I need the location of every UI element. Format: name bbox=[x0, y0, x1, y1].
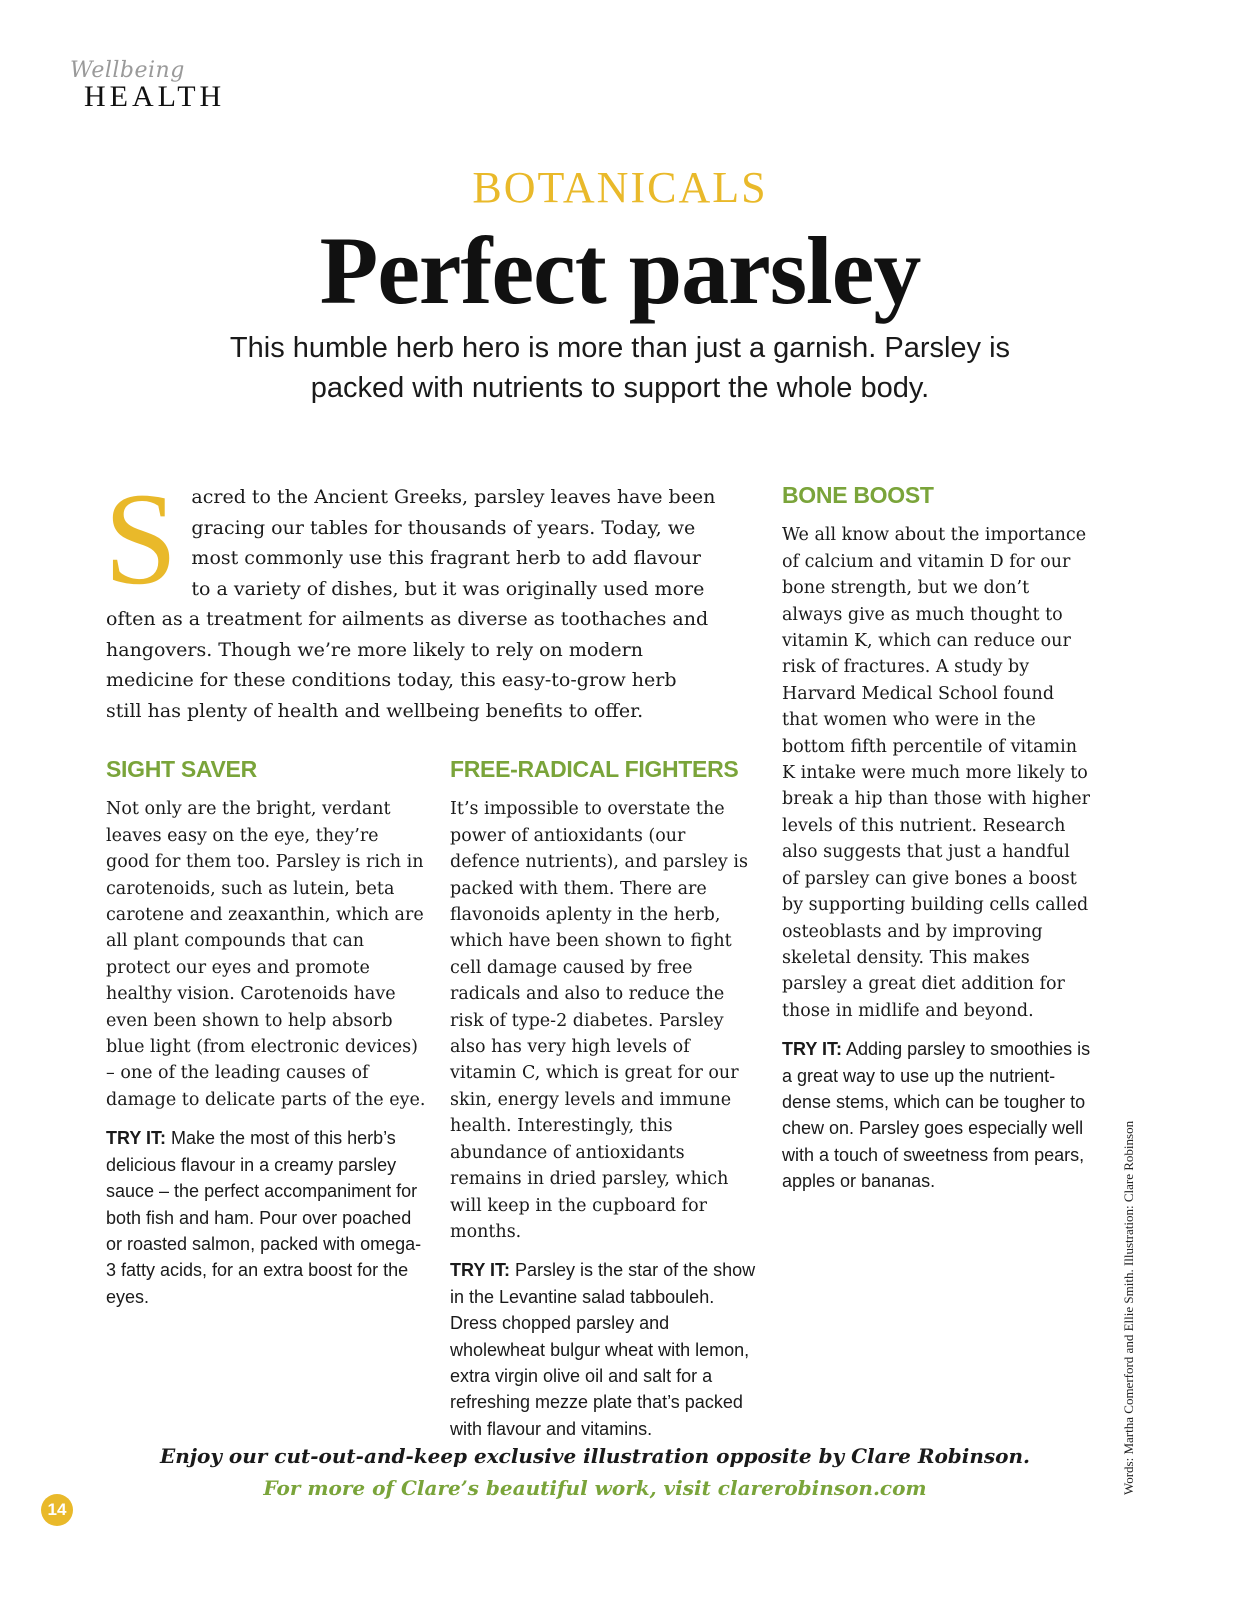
try-it-label: TRY IT: bbox=[782, 1039, 843, 1060]
try-it-label: TRY IT: bbox=[450, 1260, 511, 1281]
drop-cap: S bbox=[104, 465, 178, 612]
page-number: 14 bbox=[41, 1494, 73, 1526]
try-it-text: Adding parsley to smoothies is a great way to use up the nutrient-dense stems, which can be tougher to chew on. Parsley goes especially well with a touch of sweetness from pears, apples or bananas. bbox=[782, 1039, 1091, 1192]
try-it-tip bbox=[782, 1036, 1092, 1194]
section-script-label: Wellbeing bbox=[70, 58, 185, 83]
section-sight-saver bbox=[106, 756, 426, 1310]
intro-text: acred to the Ancient Greeks, parsley leaves have been gracing our tables for thousands of years. Today, we most commonly use this fragrant herb to add flavour to a variety of dishes, but it was originally used more often as a treatment for ailments as diverse as toothaches and hangovers. Though we’re more likely to rely on modern medicine for these conditions today, this easy-to-grow herb still has plenty of health and wellbeing benefits to offer. bbox=[106, 486, 716, 722]
article-headline: Perfect parsley bbox=[319, 217, 921, 324]
try-it-tip bbox=[106, 1125, 426, 1310]
section-title: HEALTH bbox=[84, 80, 226, 113]
try-it-text: Make the most of this herb’s delicious flavour in a creamy parsley sauce – the perfect accompaniment for both fish and ham. Pour over poached or roasted salmon, packed with omega-3 fatty acids, for an extra boost for the eyes. bbox=[106, 1128, 422, 1307]
section-free-radical-fighters bbox=[450, 756, 760, 1442]
article-kicker: BOTANICALS bbox=[472, 163, 768, 212]
credit-line: Words: Martha Comerford and Ellie Smith. Illustration: Clare Robinson bbox=[1121, 1120, 1136, 1495]
try-it-text: Parsley is the star of the show in the Levantine salad tabbouleh. Dress chopped parsley and wholewheat bulgur wheat with lemon, extra virgin olive oil and salt for a refreshing mezze plate that’s packed with flavour and vitamins. bbox=[450, 1260, 756, 1439]
try-it-tip bbox=[450, 1257, 760, 1442]
section-body: Not only are the bright, verdant leaves easy on the eye, they’re good for them too. Parsley is rich in carotenoids, such as lutein, beta carotene and zeaxanthin, which are all plant compounds that can protect our eyes and promote healthy vision. Carotenoids have even been shown to help absorb blue light (from electronic devices) – one of the leading causes of damage to delicate parts of the eye. bbox=[106, 799, 426, 1110]
footer-link-note: For more of Clare’s beautiful work, visit clarerobinson.com bbox=[263, 1476, 927, 1500]
section-heading: SIGHT SAVER bbox=[106, 756, 257, 782]
section-bone-boost bbox=[782, 482, 1092, 1195]
try-it-label: TRY IT: bbox=[106, 1128, 167, 1149]
section-heading: FREE-RADICAL FIGHTERS bbox=[450, 756, 739, 782]
section-body: It’s impossible to overstate the power of antioxidants (our defence nutrients), and parsley is packed with them. There are flavonoids aplenty in the herb, which have been shown to fight cell damage caused by free radicals and also to reduce the risk of type-2 diabetes. Parsley also has very high levels of vitamin C, which is great for our skin, energy levels and immune health. Interestingly, this abundance of antioxidants remains in dried parsley, which will keep in the cupboard for months. bbox=[450, 799, 748, 1242]
intro-paragraph bbox=[104, 465, 716, 726]
section-body: We all know about the importance of calcium and vitamin D for our bone strength, but we don’t always give as much thought to vitamin K, which can reduce our risk of fractures. A study by Harvard Medical School found that women who were in the bottom fifth percentile of vitamin K intake were much more likely to break a hip than those with higher levels of this nutrient. Research also suggests that just a handful of parsley can give bones a boost by supporting building cells called osteoblasts and by improving skeletal density. This makes parsley a great diet addition for those in midlife and beyond. bbox=[782, 525, 1090, 1021]
article-standfirst: This humble herb hero is more than just a garnish. Parsley is packed with nutrients to support the whole body. bbox=[229, 332, 1011, 404]
footer-note: Enjoy our cut-out-and-keep exclusive illustration opposite by Clare Robinson. bbox=[159, 1444, 1031, 1468]
section-heading: BONE BOOST bbox=[782, 482, 934, 508]
